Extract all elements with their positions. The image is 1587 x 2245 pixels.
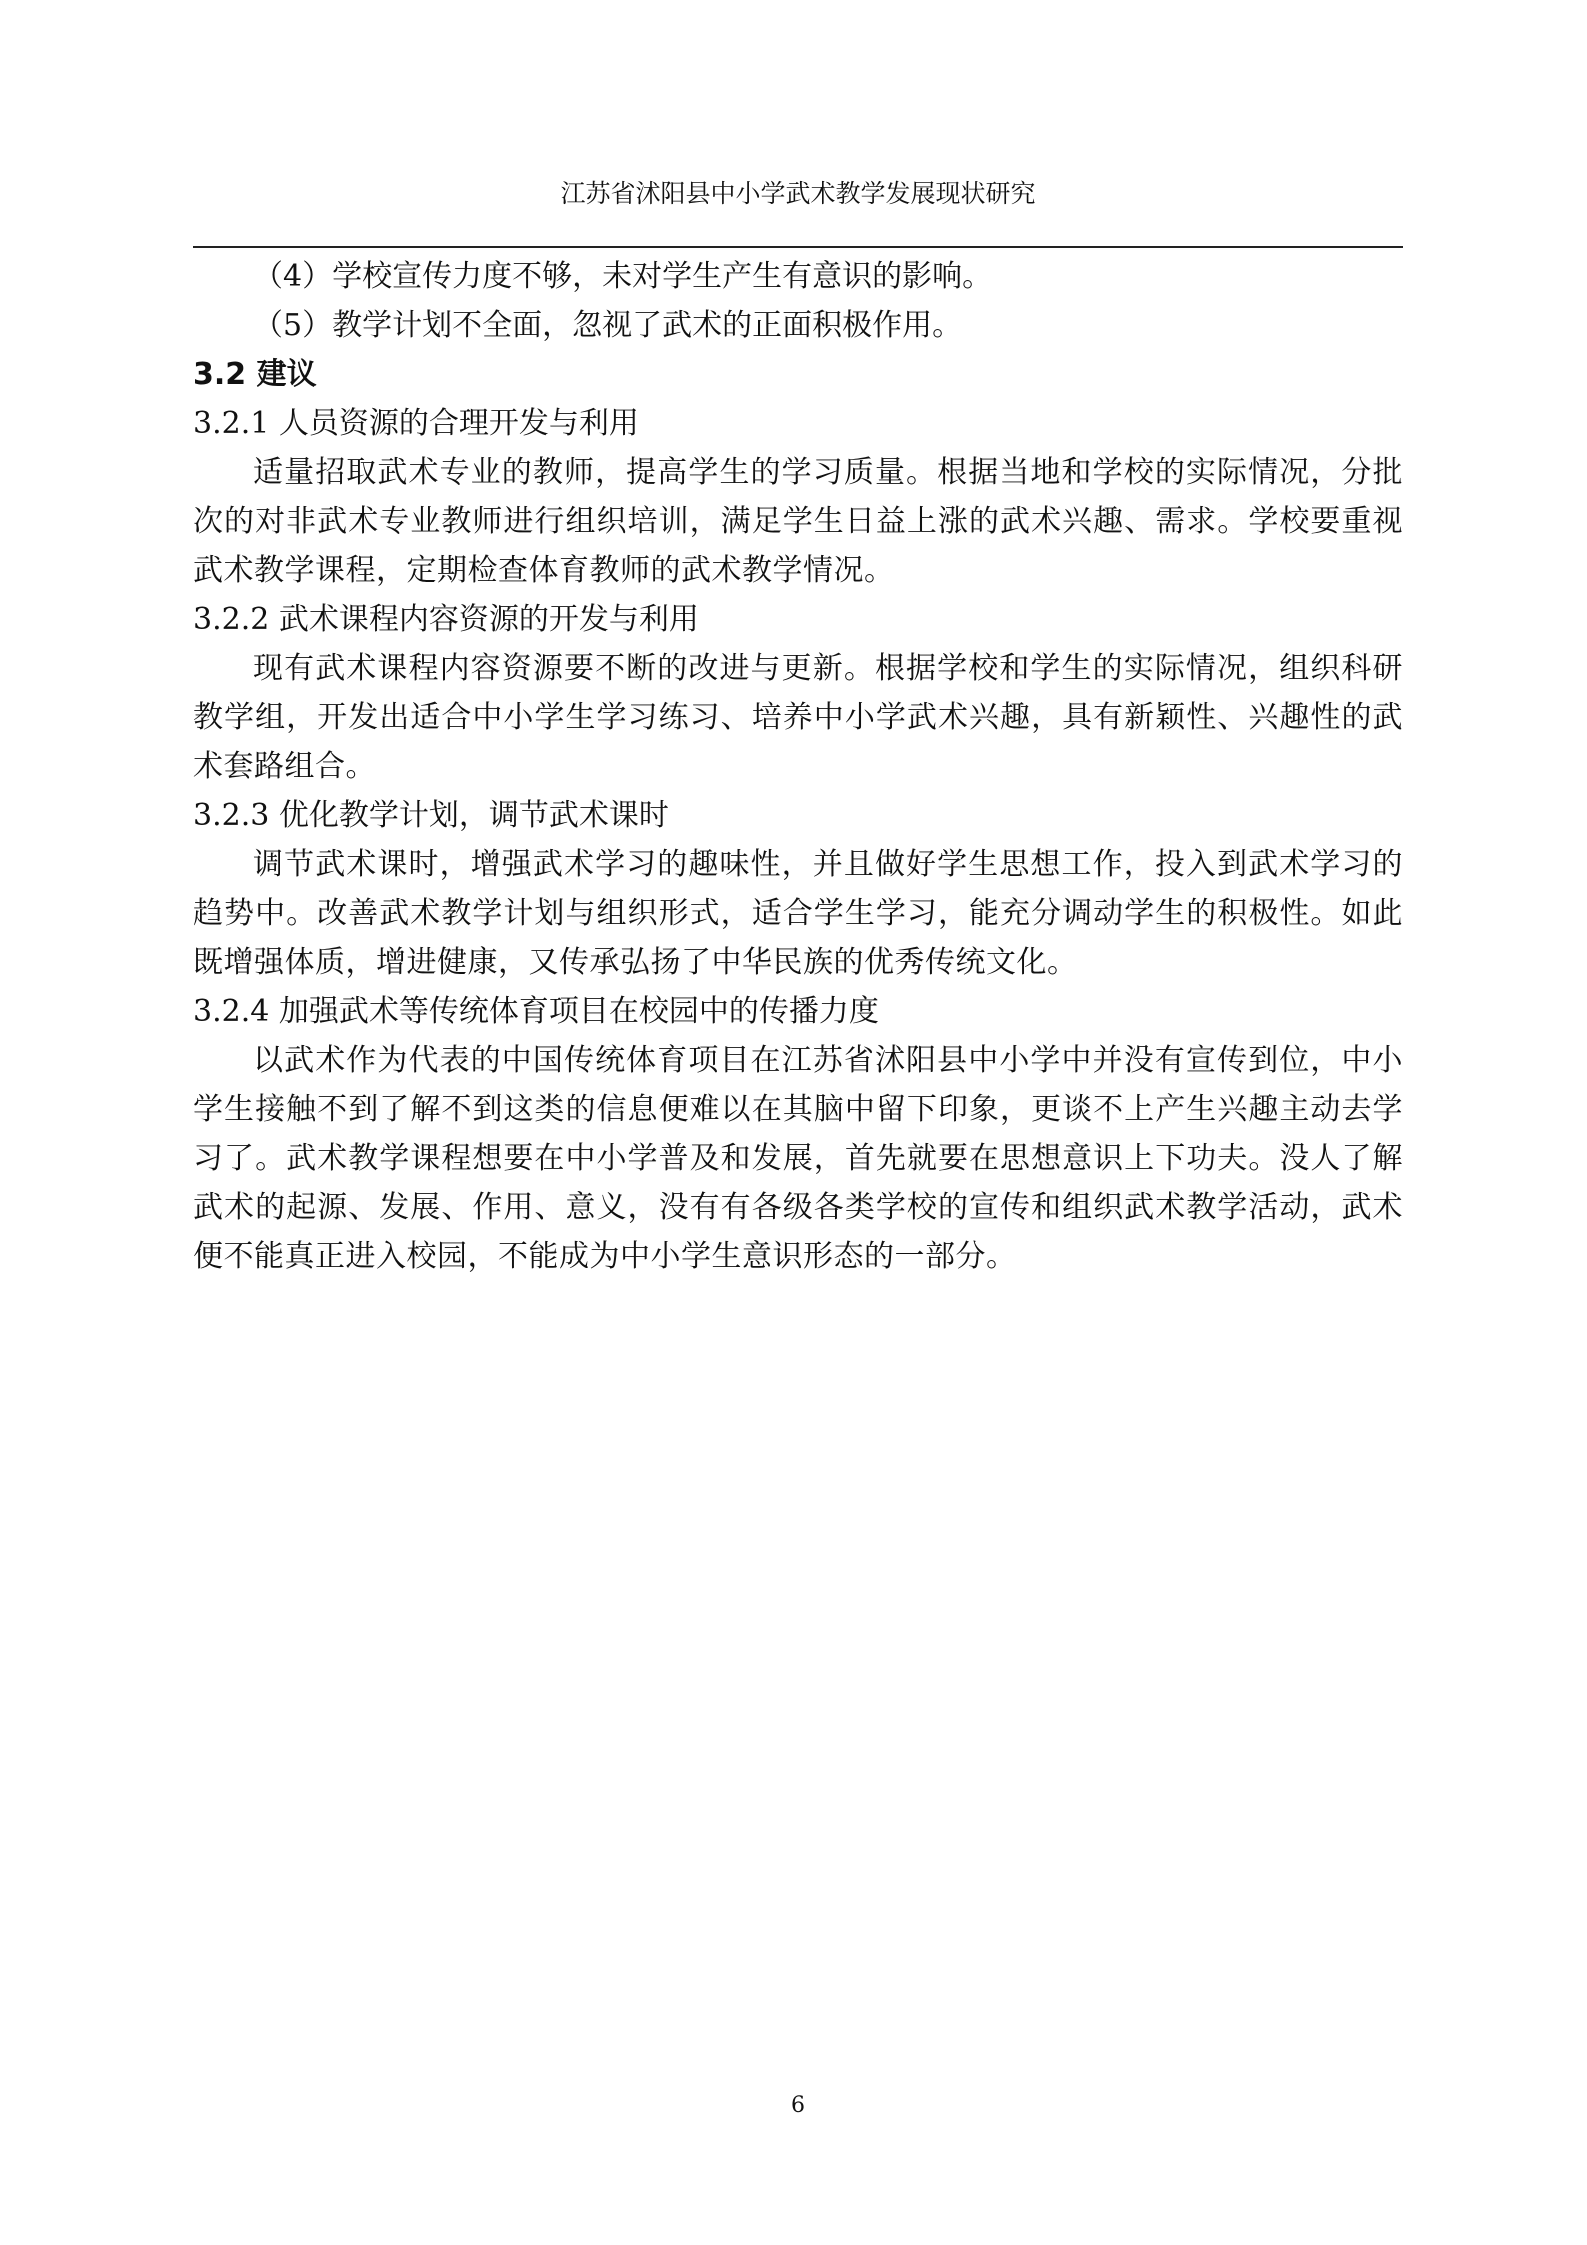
paragraph-3-2-1: 适量招取武术专业的教师，提高学生的学习质量。根据当地和学校的实际情况，分批次的对非武术专业教师进行组织培训，满足学生日益上涨的武术兴趣、需求。学校要重视武术教学课程，定期检查体育教师的武术教学情况。 xyxy=(193,455,1403,588)
paragraph-3-2-4: 以武术作为代表的中国传统体育项目在江苏省沭阳县中小学中并没有宣传到位，中小学生接触不到了解不到这类的信息便难以在其脑中留下印象，更谈不上产生兴趣主动去学习了。武术教学课程想要在中小学普及和发展，首先就要在思想意识上下功夫。没人了解武术的起源、发展、作用、意义，没有有各级各类学校的宣传和组织武术教学活动，武术便不能真正进入校园，不能成为中小学生意识形态的一部分。 xyxy=(193,1043,1403,1274)
paragraph-3-2-3: 调节武术课时，增强武术学习的趣味性，并且做好学生思想工作，投入到武术学习的趋势中。改善武术教学计划与组织形式，适合学生学习，能充分调动学生的积极性。如此既增强体质，增进健康，又传承弘扬了中华民族的优秀传统文化。 xyxy=(193,847,1403,980)
header-divider xyxy=(193,246,1403,248)
list-item-5: （5）教学计划不全面，忽视了武术的正面积极作用。 xyxy=(253,308,963,343)
paragraph-3-2-2: 现有武术课程内容资源要不断的改进与更新。根据学校和学生的实际情况，组织科研教学组，开发出适合中小学生学习练习、培养中小学武术兴趣，具有新颖性、兴趣性的武术套路组合。 xyxy=(193,651,1403,784)
section-heading-3-2-1: 3.2.1 人员资源的合理开发与利用 xyxy=(193,406,639,441)
section-heading-3-2-3: 3.2.3 优化教学计划，调节武术课时 xyxy=(193,798,669,833)
page-number: 6 xyxy=(791,2093,805,2118)
section-heading-3-2-4: 3.2.4 加强武术等传统体育项目在校园中的传播力度 xyxy=(193,994,879,1029)
section-heading-3-2-2: 3.2.2 武术课程内容资源的开发与利用 xyxy=(193,602,699,637)
list-item-4: （4）学校宣传力度不够，未对学生产生有意识的影响。 xyxy=(253,259,993,294)
running-header: 江苏省沭阳县中小学武术教学发展现状研究 xyxy=(560,179,1036,208)
document-body xyxy=(193,252,1403,1281)
section-heading-3-2: 3.2 建议 xyxy=(193,357,317,392)
